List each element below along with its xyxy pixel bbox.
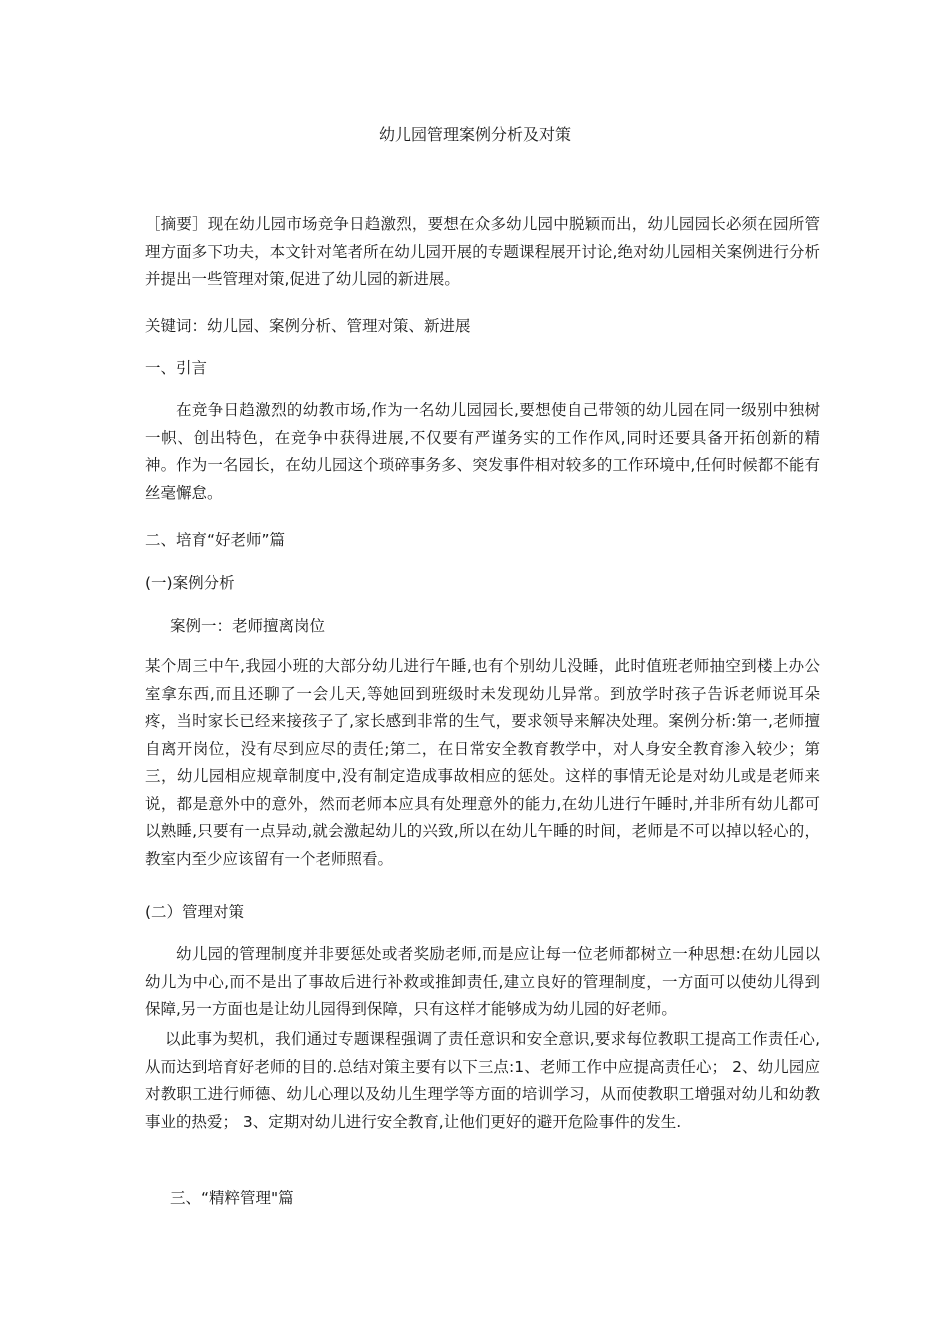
case-1-heading: 案例一：老师擅离岗位 — [170, 617, 326, 635]
subsection-1-heading: (一)案例分析 — [145, 574, 235, 592]
subsection-2-heading: (二）管理对策 — [145, 903, 245, 921]
document-title: 幼儿园管理案例分析及对策 — [378, 125, 571, 144]
section-2-heading: 二、培育“好老师”篇 — [145, 531, 286, 549]
section-1-heading: 一、引言 — [145, 359, 208, 377]
case-1-paragraph: 某个周三中午,我园小班的大部分幼儿进行午睡,也有个别幼儿没睡，此时值班老师抽空到楼上办公室拿东西,而且还聊了一会儿天,等她回到班级时未发现幼儿异常。到放学时孩子告诉老师说耳朵疼，当时家长已经来接孩子了,家长感到非常的生气，要求领导来解决处理。案例分析:第一,老师擅自离开岗位，没有尽到应尽的责任;第二，在日常安全教育教学中，对人身安全教育渗入较少；第三，幼儿园相应规章制度中,没有制定造成事故相应的惩处。这样的事情无论是对幼儿或是老师来说，都是意外中的意外，然而老师本应具有处理意外的能力,在幼儿进行午睡时,并非所有幼儿都可以熟睡,只要有一点异动,就会激起幼儿的兴致,所以在幼儿午睡的时间，老师是不可以掉以轻心的，教室内至少应该留有一个老师照看。 — [145, 657, 820, 868]
keywords-line: 关键词：幼儿园、案例分析、管理对策、新进展 — [145, 317, 471, 335]
subsection-2-measures-paragraph: 以此事为契机，我们通过专题课程强调了责任意识和安全意识,要求每位教职工提高工作责任心,从而达到培育好老师的目的.总结对策主要有以下三点:1、老师工作中应提高责任心； 2、幼儿园应对教职工进行师德、幼儿心理以及幼儿生理学等方面的培训学习，从而使教职工增强对幼儿和幼教事业的热爱； 3、定期对幼儿进行安全教育,让他们更好的避开危险事件的发生. — [145, 1030, 820, 1131]
section-3-heading: 三、“精粹管理"篇 — [170, 1189, 294, 1207]
abstract-paragraph: ［摘要］现在幼儿园市场竞争日趋激烈，要想在众多幼儿园中脱颖而出，幼儿园园长必须在园所管理方面多下功夫，本文针对笔者所在幼儿园开展的专题课程展开讨论,绝对幼儿园相关案例进行分析并提出一些管理对策,促进了幼儿园的新进展。 — [145, 215, 820, 288]
section-1-paragraph: 在竞争日趋激烈的幼教市场,作为一名幼儿园园长,要想使自己带领的幼儿园在同一级别中独树一帜、创出特色，在竞争中获得进展,不仅要有严谨务实的工作作风,同时还要具备开拓创新的精神。作为一名园长，在幼儿园这个琐碎事务多、突发事件相对较多的工作环境中,任何时候都不能有丝毫懈怠。 — [145, 401, 820, 502]
subsection-2-paragraph: 幼儿园的管理制度并非要惩处或者奖励老师,而是应让每一位老师都树立一种思想:在幼儿园以幼儿为中心,而不是出了事故后进行补救或推卸责任,建立良好的管理制度，一方面可以使幼儿得到保障,另一方面也是让幼儿园得到保障，只有这样才能够成为幼儿园的好老师。 — [145, 945, 820, 1018]
